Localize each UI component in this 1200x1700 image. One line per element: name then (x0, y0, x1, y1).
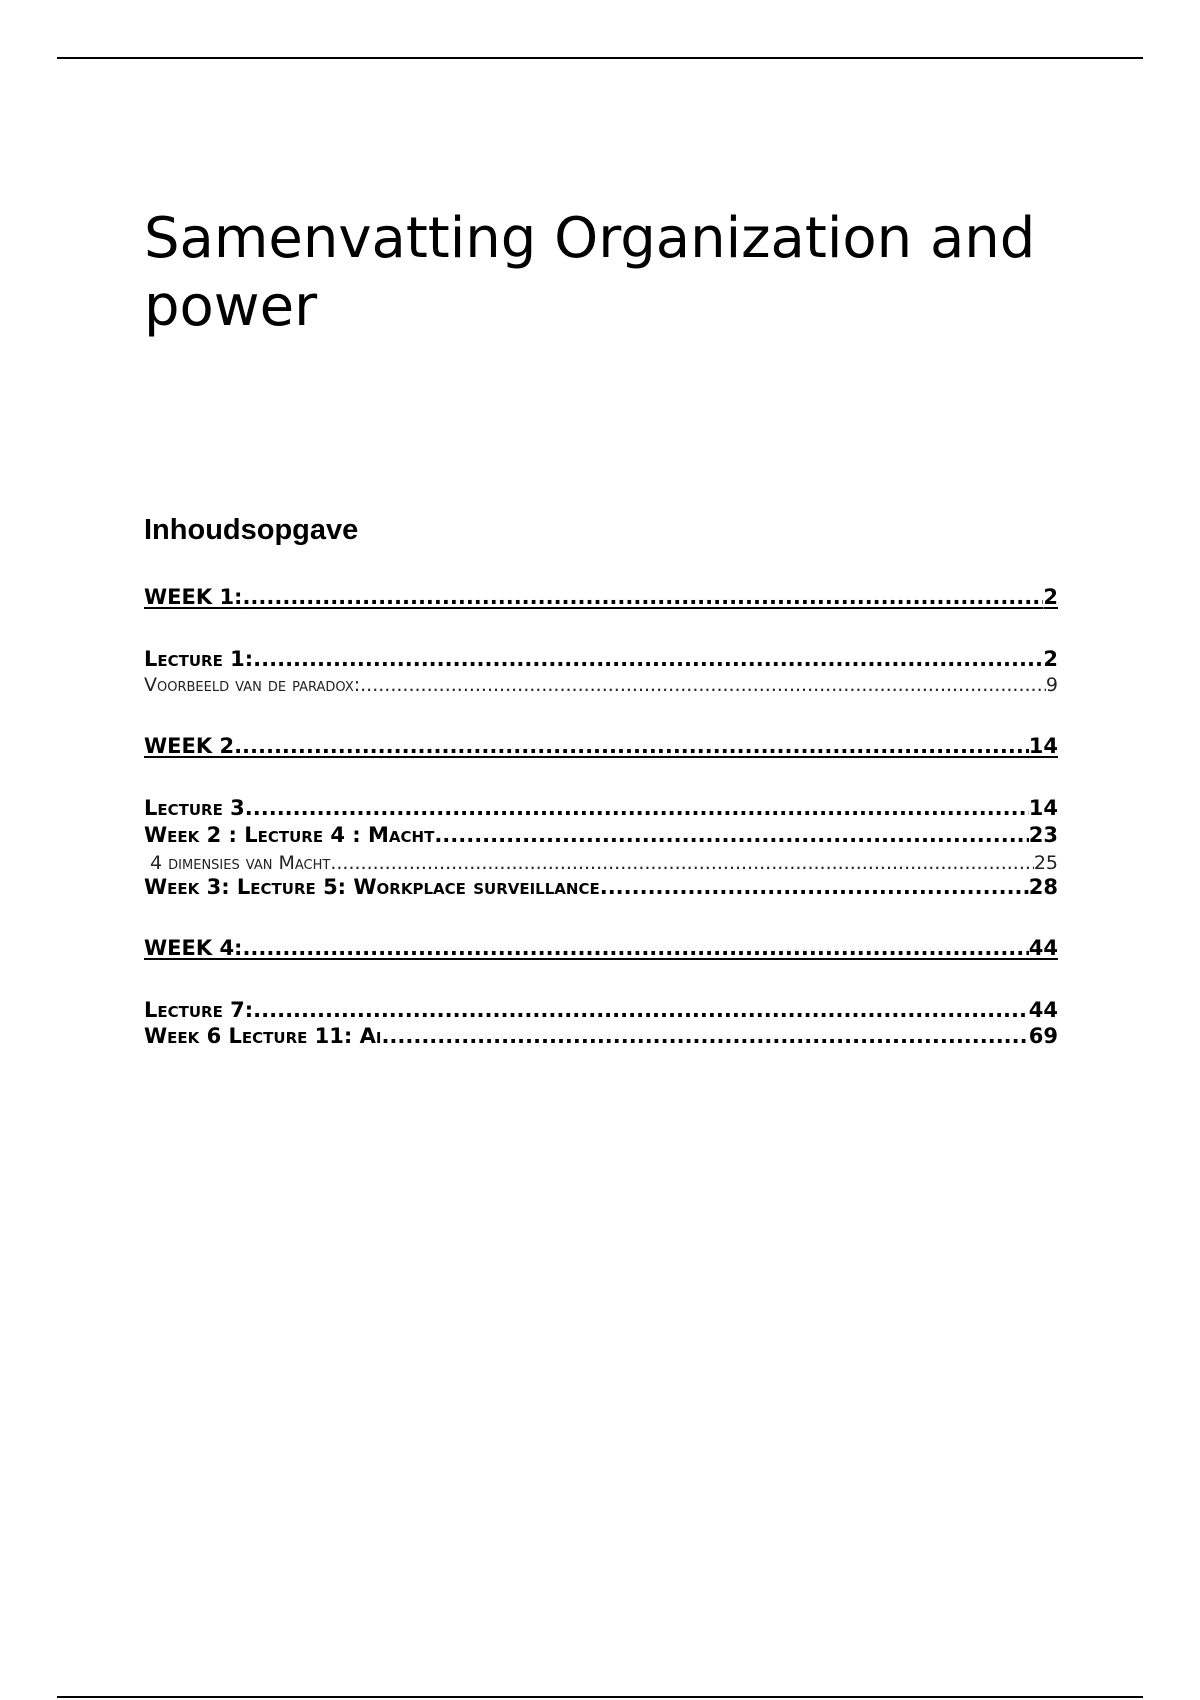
toc-leader-dots (253, 997, 1029, 1023)
toc-leader-dots (330, 851, 1033, 875)
toc-entry-week-2[interactable] (144, 733, 1058, 759)
toc-heading: Inhoudsopgave (144, 514, 359, 546)
footer-rule (57, 1696, 1143, 1698)
toc-entry-label: Week 2 : Lecture 4 : Macht (144, 823, 435, 847)
toc-entry-page: 9 (1045, 674, 1058, 696)
toc-leader-dots (600, 874, 1029, 900)
toc-leader-dots (360, 673, 1046, 697)
toc-entry-page: 69 (1028, 1024, 1058, 1048)
toc-entry-label: WEEK 4: (144, 936, 243, 960)
toc-entry-week-1[interactable] (144, 584, 1058, 610)
toc-leader-dots (242, 584, 1043, 610)
toc-entry-lecture-1[interactable] (144, 646, 1058, 672)
toc-leader-dots (242, 935, 1028, 961)
document-title: Samenvatting Organization and power (144, 206, 1036, 339)
toc-entry-page: 25 (1033, 852, 1058, 874)
toc-entry-week-4[interactable] (144, 935, 1058, 961)
toc-leader-dots (381, 1023, 1028, 1049)
toc-entry-lecture-4-macht[interactable] (144, 822, 1058, 848)
toc-entry-lecture-3[interactable] (144, 795, 1058, 821)
toc-leader-dots (434, 822, 1028, 848)
toc-entry-lecture-5-surveillance[interactable] (144, 874, 1058, 900)
toc-entry-label: Week 3: Lecture 5: Workplace surveillance (144, 875, 600, 899)
toc-entry-page: 14 (1028, 796, 1058, 820)
toc-entry-4-dimensies[interactable] (144, 851, 1058, 875)
toc-entry-label: WEEK 2 (144, 734, 235, 758)
toc-entry-page: 28 (1028, 875, 1058, 899)
toc-leader-dots (245, 795, 1029, 821)
toc-entry-label: Week 6 Lecture 11: Ai (144, 1024, 382, 1048)
toc-entry-page: 14 (1028, 734, 1058, 758)
toc-entry-label: Voorbeeld van de paradox: (144, 674, 361, 696)
toc-entry-label: WEEK 1: (144, 585, 243, 609)
toc-entry-page: 44 (1028, 936, 1058, 960)
toc-entry-page: 2 (1043, 585, 1058, 609)
toc-entry-label: Lecture 1: (144, 647, 254, 671)
toc-entry-lecture-11-ai[interactable] (144, 1023, 1058, 1049)
toc-entry-page: 2 (1043, 647, 1058, 671)
toc-entry-voorbeeld-paradox[interactable] (144, 673, 1058, 697)
toc-entry-page: 44 (1028, 998, 1058, 1022)
toc-leader-dots (234, 733, 1029, 759)
toc-entry-label: Lecture 7: (144, 998, 254, 1022)
header-rule (57, 57, 1143, 59)
toc-entry-page: 23 (1028, 823, 1058, 847)
toc-entry-lecture-7[interactable] (144, 997, 1058, 1023)
toc-entry-label: 4 dimensies van Macht (144, 852, 331, 874)
toc-leader-dots (253, 646, 1043, 672)
toc-entry-label: Lecture 3 (144, 796, 245, 820)
